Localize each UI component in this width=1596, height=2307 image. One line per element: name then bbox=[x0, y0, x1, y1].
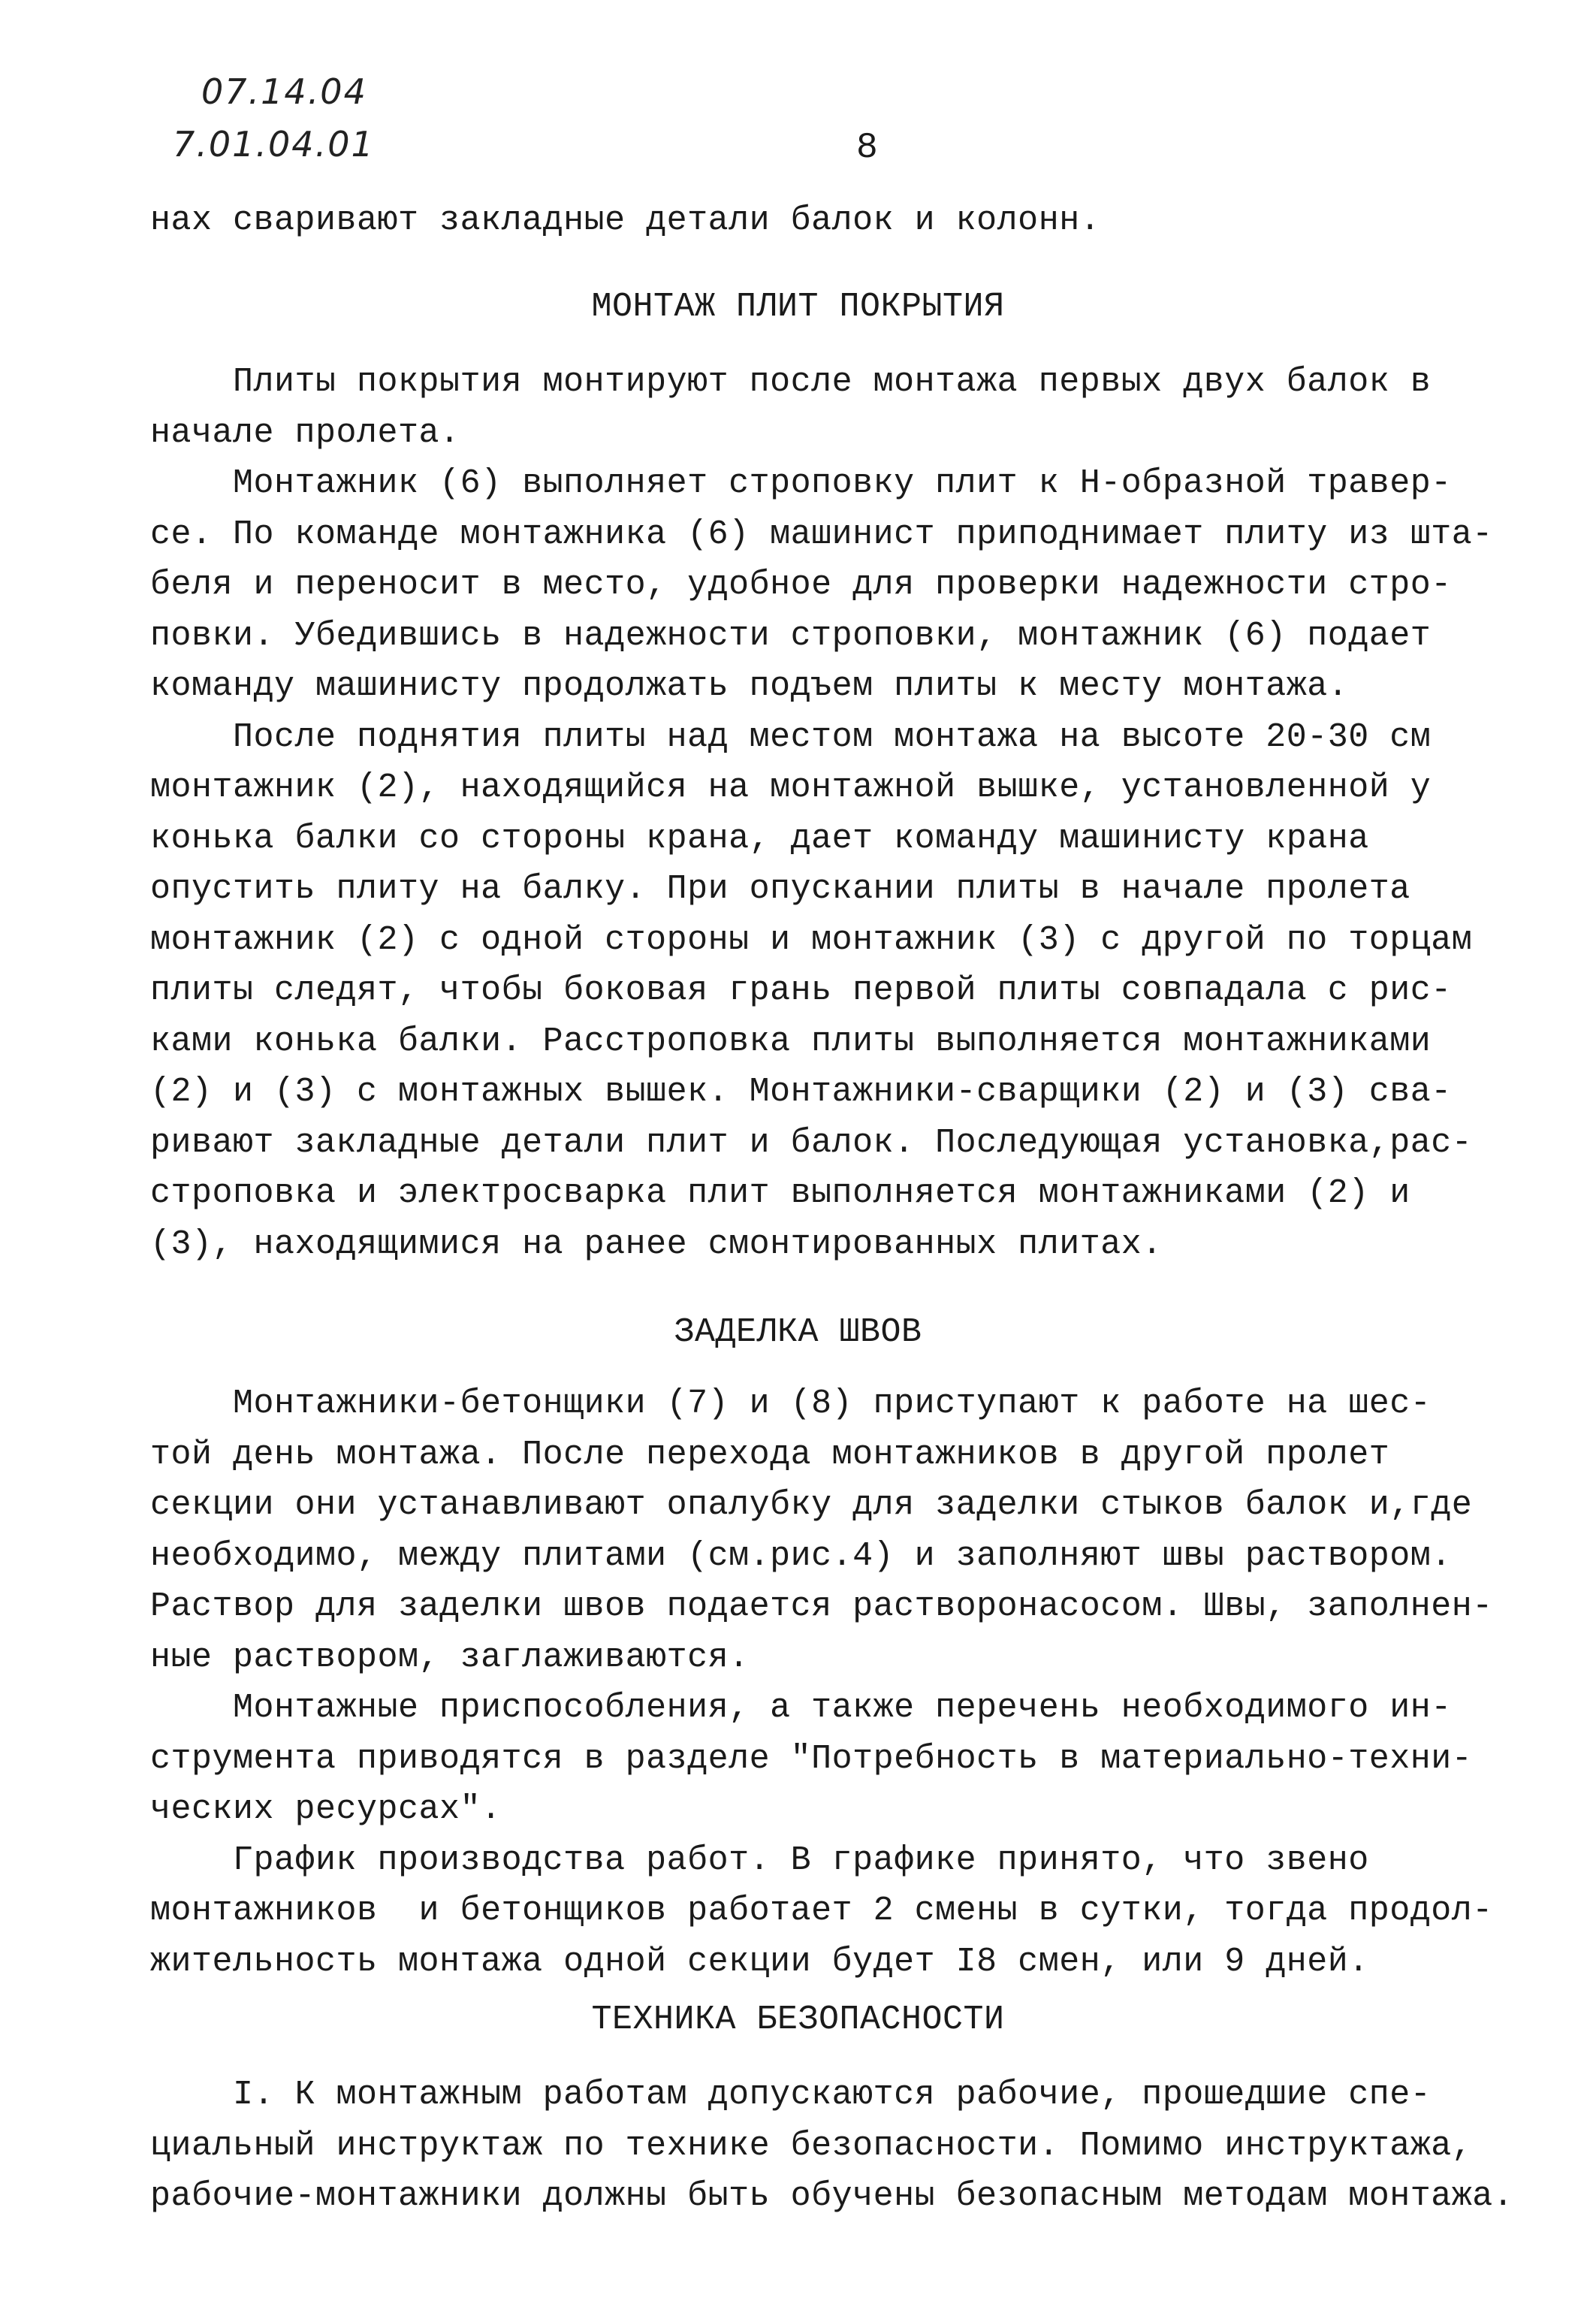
text-line: циальный инструктаж по технике безопасности. Помимо инструктажа, bbox=[150, 2126, 1473, 2165]
section-heading-roof-slabs: МОНТАЖ ПЛИТ ПОКРЫТИЯ bbox=[591, 288, 1005, 326]
text-line: конька балки со стороны крана, дает команду машинисту крана bbox=[150, 819, 1369, 858]
text-line: ческих ресурсах". bbox=[150, 1790, 502, 1828]
text-line: секции они устанавливают опалубку для заделки стыков балок и,где bbox=[150, 1486, 1473, 1524]
text-line: опустить плиту на балку. При опускании плиты в начале пролета bbox=[150, 870, 1410, 908]
text-line: жительность монтажа одной секции будет I8 смен, или 9 дней. bbox=[150, 1942, 1369, 1981]
text-line: необходимо, между плитами (см.рис.4) и заполняют швы раствором. bbox=[150, 1536, 1452, 1575]
text-line: начале пролета. bbox=[150, 413, 460, 452]
text-line: той день монтажа. После перехода монтажников в другой пролет bbox=[150, 1435, 1390, 1474]
text-line: рабочие-монтажники должны быть обучены безопасным методам монтажа. bbox=[150, 2177, 1514, 2215]
text-line: Монтажники-бетонщики (7) и (8) приступают к работе на шес- bbox=[150, 1385, 1432, 1423]
handwritten-code-1: 07.14.04 bbox=[201, 71, 367, 112]
text-line: Монтажник (6) выполняет строповку плит к Н-образной травер- bbox=[150, 464, 1452, 503]
page-number: 8 bbox=[856, 128, 878, 168]
text-line: I. К монтажным работам допускаются рабочие, прошедшие спе- bbox=[150, 2076, 1432, 2114]
text-line: плиты следят, чтобы боковая грань первой плиты совпадала с рис- bbox=[150, 971, 1452, 1010]
text-line: Монтажные приспособления, а также перечень необходимого ин- bbox=[150, 1689, 1452, 1727]
section-body-roof-slabs bbox=[150, 357, 1562, 1270]
text-line: команду машинисту продолжать подъем плиты к месту монтажа. bbox=[150, 667, 1349, 705]
text-line: ные раствором, заглаживаются. bbox=[150, 1638, 750, 1677]
text-line: се. По команде монтажника (6) машинист приподнимает плиту из шта- bbox=[150, 515, 1493, 554]
text-line: ками конька балки. Расстроповка плиты выполняется монтажниками bbox=[150, 1022, 1432, 1061]
text-line: (3), находящимися на ранее смонтированных плитах. bbox=[150, 1224, 1163, 1264]
handwritten-code-2: 7.01.04.01 bbox=[173, 124, 375, 165]
text-line: монтажников и бетонщиков работает 2 смены в сутки, тогда продол- bbox=[150, 1892, 1493, 1930]
text-line: После поднятия плиты над местом монтажа на высоте 20-30 см bbox=[150, 717, 1432, 756]
text-line: струмента приводятся в разделе "Потребность в материально-техни- bbox=[150, 1739, 1473, 1778]
section-heading-joint-sealing: ЗАДЕЛКА ШВОВ bbox=[674, 1313, 922, 1351]
text-line: (2) и (3) с монтажных вышек. Монтажники-сварщики (2) и (3) сва- bbox=[150, 1073, 1452, 1111]
text-line: ривают закладные детали плит и балок. Последующая установка,рас- bbox=[150, 1123, 1473, 1162]
text-line: повки. Убедившись в надежности строповки, монтажник (6) подает bbox=[150, 616, 1432, 655]
text-line: Раствор для заделки швов подается растворонасосом. Швы, заполнен- bbox=[150, 1587, 1493, 1626]
text-line: монтажник (2) с одной стороны и монтажник (3) с другой по торцам bbox=[150, 920, 1473, 959]
section-body-safety bbox=[150, 2070, 1562, 2222]
text-line: нах сваривают закладные детали балок и колонн. bbox=[150, 201, 1101, 240]
text-line: монтажник (2), находящийся на монтажной вышке, установленной у bbox=[150, 768, 1432, 807]
continuation-paragraph bbox=[150, 195, 1562, 246]
section-body-joint-sealing bbox=[150, 1378, 1562, 1987]
text-line: беля и переносит в место, удобное для проверки надежности стро- bbox=[150, 566, 1452, 604]
section-heading-safety: ТЕХНИКА БЕЗОПАСНОСТИ bbox=[591, 2001, 1005, 2039]
text-line: Плиты покрытия монтируют после монтажа первых двух балок в bbox=[150, 363, 1432, 401]
text-line: строповка и электросварка плит выполняется монтажниками (2) и bbox=[150, 1174, 1410, 1212]
text-line: График производства работ. В графике принято, что звено bbox=[150, 1840, 1369, 1880]
